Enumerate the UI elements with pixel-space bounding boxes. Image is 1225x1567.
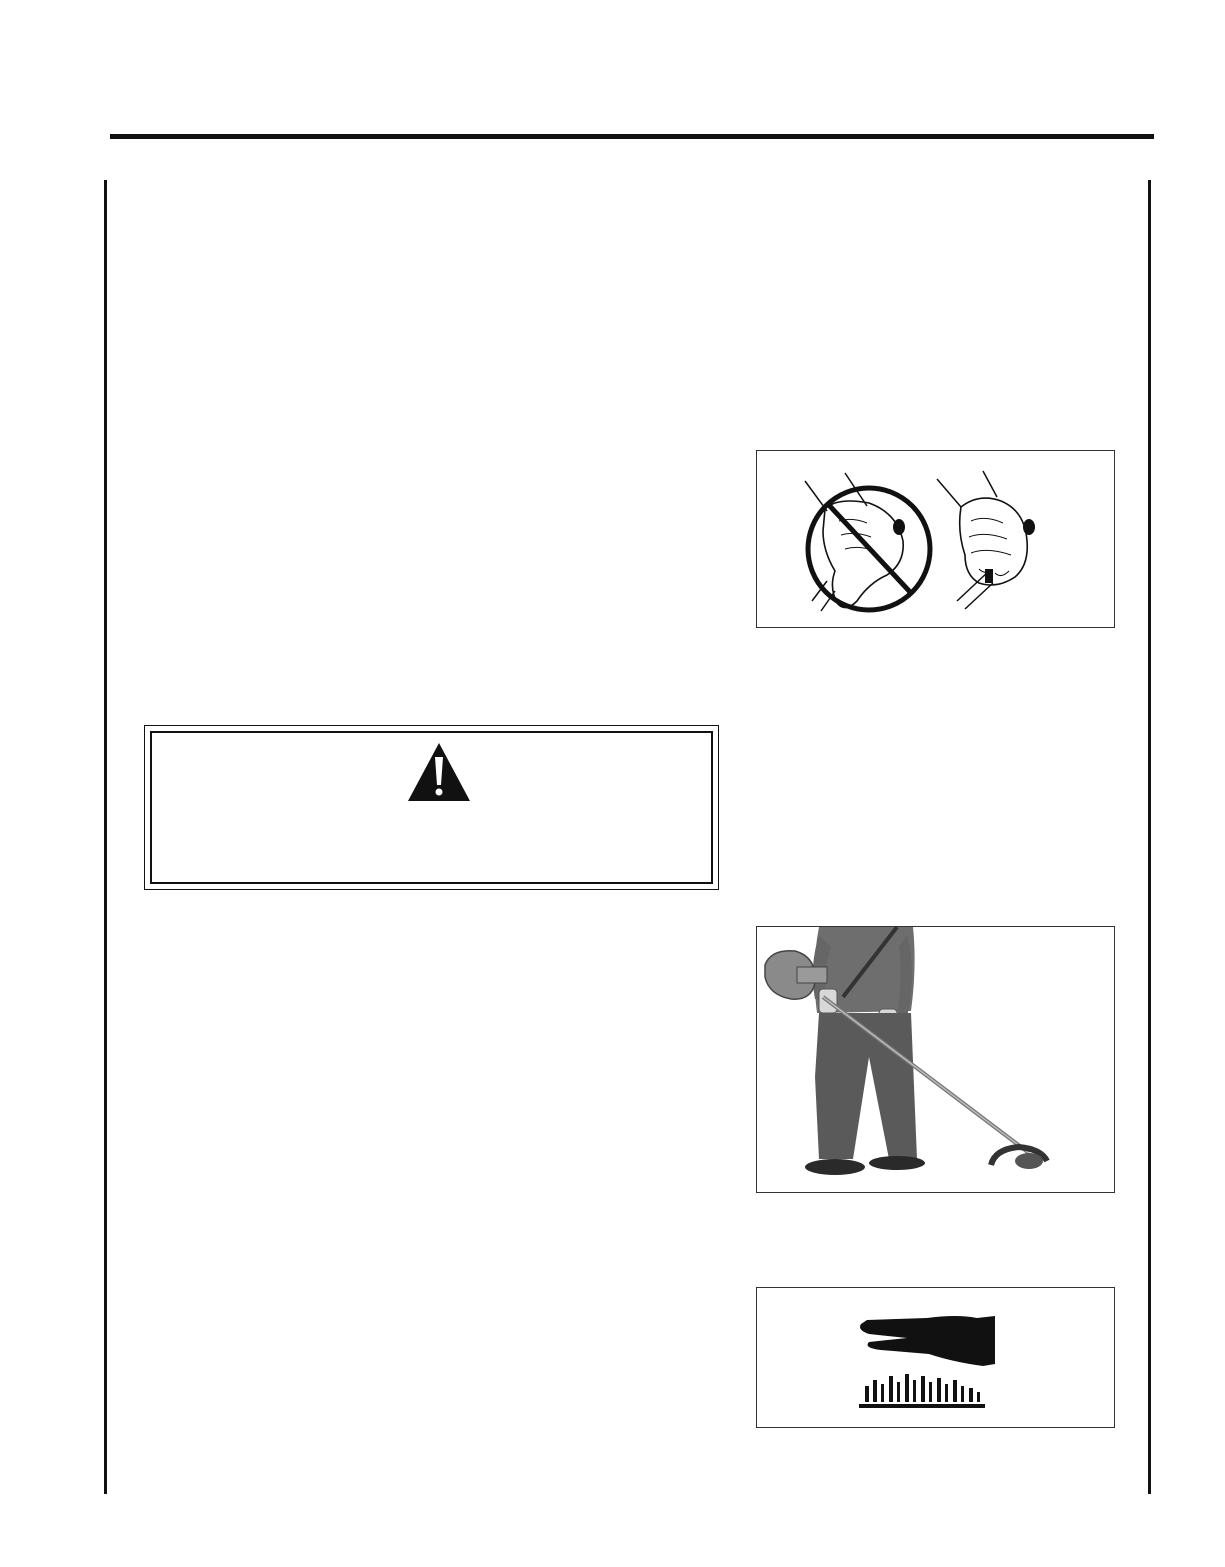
warning-triangle-icon [406, 741, 472, 803]
figure-hot-surface [756, 1287, 1115, 1428]
right-margin-bar [1148, 180, 1151, 1494]
operator-with-trimmer-illustration [757, 927, 1113, 1191]
gloved-hand-grip-icon [757, 451, 1113, 626]
warning-box [144, 725, 719, 890]
figure-gloved-hands [756, 450, 1115, 628]
header-rule [110, 134, 1154, 139]
figure-operator-with-trimmer [756, 926, 1115, 1193]
warning-box-inner [150, 731, 713, 884]
hot-surface-hand-icon [757, 1288, 1113, 1426]
left-margin-bar [104, 180, 107, 1494]
